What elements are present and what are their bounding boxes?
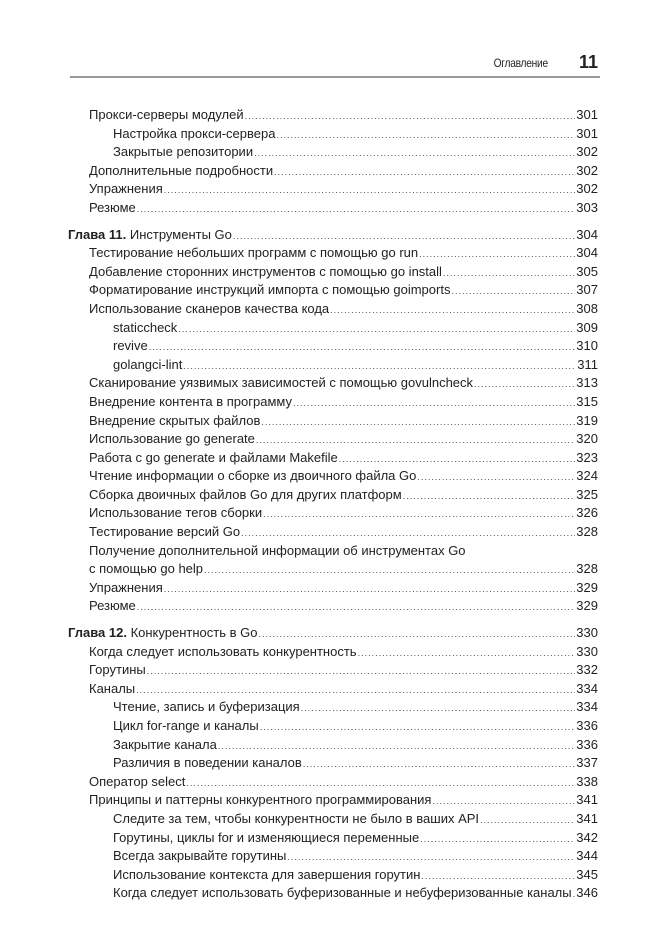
dot-leader bbox=[403, 487, 575, 506]
dot-leader bbox=[421, 867, 575, 886]
toc-page-number: 304 bbox=[576, 226, 598, 242]
toc-page-number: 337 bbox=[576, 755, 598, 771]
dot-leader bbox=[293, 394, 575, 413]
toc-entry[interactable] bbox=[68, 736, 598, 755]
toc-entry-text: Сборка двоичных файлов Go для других платформ bbox=[89, 486, 402, 502]
toc-entry[interactable] bbox=[68, 791, 598, 810]
toc-page-number: 303 bbox=[576, 199, 598, 215]
toc-page-number: 307 bbox=[576, 282, 598, 298]
toc-entry-text: Упражнения bbox=[89, 579, 163, 595]
dot-leader bbox=[417, 468, 575, 487]
toc-page-number: 301 bbox=[576, 107, 598, 122]
dot-leader bbox=[358, 644, 575, 663]
dot-leader bbox=[245, 107, 575, 126]
toc-page-number: 334 bbox=[576, 699, 598, 715]
toc-page-number: 302 bbox=[576, 144, 598, 160]
dot-leader bbox=[147, 662, 575, 681]
toc-entry-text: Когда следует использовать буферизованные и небуферизованные каналы bbox=[113, 885, 572, 901]
toc-entry-title bbox=[89, 281, 450, 300]
toc-entry-text: Закрытие канала bbox=[113, 736, 217, 752]
dot-leader bbox=[276, 126, 575, 145]
toc-entry-title bbox=[89, 180, 163, 199]
toc-entry[interactable] bbox=[68, 754, 598, 773]
toc-page-number: 341 bbox=[576, 810, 598, 826]
dot-leader bbox=[263, 505, 575, 524]
toc-entry-text: Закрытые репозитории bbox=[113, 144, 254, 160]
toc-entry-text: Внедрение контента в программу bbox=[89, 393, 292, 409]
toc-entry[interactable] bbox=[68, 661, 598, 680]
toc-entry-title bbox=[89, 542, 466, 561]
toc-entry-title bbox=[113, 319, 177, 338]
toc-entry-title bbox=[113, 810, 479, 829]
toc-entry[interactable] bbox=[68, 244, 598, 263]
toc-page-number: 346 bbox=[576, 885, 598, 901]
toc-entry-text: Чтение информации о сборке из двоичного файла Go bbox=[89, 468, 417, 484]
toc-entry-title bbox=[113, 125, 275, 144]
toc-page-number: 310 bbox=[576, 338, 598, 354]
toc-entry-title bbox=[89, 597, 136, 616]
toc-entry-text: Использование тегов сборки bbox=[89, 505, 263, 521]
toc-page-number: 344 bbox=[576, 848, 598, 864]
toc-entry[interactable] bbox=[68, 449, 598, 468]
toc-page-number: 302 bbox=[576, 162, 598, 178]
toc-entry-text: staticcheck bbox=[113, 319, 178, 335]
toc-entry-text: Дополнительные подробности bbox=[89, 162, 274, 178]
toc-chapter-entry[interactable] bbox=[68, 226, 598, 245]
toc-entry-title bbox=[89, 560, 203, 579]
toc-entry-text: Когда следует использовать конкурентность bbox=[89, 643, 357, 659]
toc-entry-text: Работа с go generate и файлами Makefile bbox=[89, 449, 338, 465]
dot-leader bbox=[241, 524, 575, 543]
toc-entry-title bbox=[89, 661, 146, 680]
toc-page-number: 323 bbox=[576, 449, 598, 465]
dot-leader bbox=[137, 598, 575, 617]
toc-entry[interactable] bbox=[68, 542, 598, 561]
running-header bbox=[80, 52, 598, 76]
toc-entry[interactable] bbox=[68, 560, 598, 579]
toc-entry[interactable] bbox=[68, 106, 598, 125]
chapter-label: Глава 11. bbox=[68, 226, 127, 242]
toc-entry-title bbox=[89, 643, 357, 662]
toc-entry-title bbox=[113, 847, 286, 866]
toc-entry[interactable] bbox=[68, 300, 598, 319]
toc-page-number: 308 bbox=[576, 300, 598, 316]
running-header-title: Оглавление bbox=[493, 56, 548, 70]
toc-entry-text: Инструменты Go bbox=[129, 226, 232, 242]
toc-entry-text: Упражнения bbox=[89, 181, 163, 197]
dot-leader bbox=[480, 811, 575, 830]
dot-leader bbox=[137, 200, 575, 219]
toc-entry-title bbox=[89, 393, 292, 412]
dot-leader bbox=[204, 561, 575, 580]
dot-leader bbox=[233, 227, 575, 246]
toc-entry-title bbox=[89, 579, 163, 598]
toc-page-number: 338 bbox=[576, 773, 598, 789]
toc-entry-text: Горутины bbox=[89, 662, 146, 678]
toc-page-number: 326 bbox=[576, 505, 598, 521]
dot-leader bbox=[164, 181, 575, 200]
toc-entry-text: Использование сканеров качества кода bbox=[89, 300, 330, 316]
toc-page-number: 324 bbox=[576, 468, 598, 484]
dot-leader bbox=[303, 755, 575, 774]
toc-page-number: 304 bbox=[576, 245, 598, 261]
dot-leader bbox=[178, 320, 575, 339]
toc-entry[interactable] bbox=[68, 412, 598, 431]
toc-entry[interactable] bbox=[68, 643, 598, 662]
toc-entry-text: Сканирование уязвимых зависимостей с помощью govulncheck bbox=[89, 375, 474, 391]
toc-entry-text: Форматирование инструкций импорта с помощью goimports bbox=[89, 282, 451, 298]
toc-entry-text: golangci-lint bbox=[113, 356, 183, 372]
toc-entry-title bbox=[89, 244, 418, 263]
toc-entry-text: revive bbox=[113, 338, 148, 354]
toc-entry-title bbox=[113, 337, 148, 356]
toc-entry[interactable] bbox=[68, 597, 598, 616]
toc-entry[interactable] bbox=[68, 486, 598, 505]
toc-entry[interactable] bbox=[68, 829, 598, 848]
dot-leader bbox=[149, 338, 575, 357]
toc-entry[interactable] bbox=[68, 467, 598, 486]
toc-entry-title bbox=[113, 356, 182, 375]
toc-entry-title bbox=[89, 199, 136, 218]
toc-entry-title bbox=[89, 773, 185, 792]
toc-page-number: 345 bbox=[576, 866, 598, 882]
toc-entry-text: Добавление сторонних инструментов с помощью go install bbox=[89, 263, 442, 279]
toc-entry-text: Тестирование небольших программ с помощью go run bbox=[89, 245, 419, 261]
dot-leader bbox=[301, 699, 575, 718]
toc-entry-title bbox=[113, 829, 419, 848]
chapter-label: Глава 12. bbox=[68, 625, 127, 641]
toc-entry-title bbox=[113, 736, 217, 755]
toc-page-number: 313 bbox=[576, 375, 598, 391]
toc-entry[interactable] bbox=[68, 523, 598, 542]
dot-leader bbox=[218, 737, 575, 756]
toc-page-number: 329 bbox=[576, 598, 598, 614]
toc-entry[interactable] bbox=[68, 393, 598, 412]
toc-entry[interactable] bbox=[68, 579, 598, 598]
toc-entry-title bbox=[89, 430, 255, 449]
toc-entry-title bbox=[89, 791, 431, 810]
toc-entry-title bbox=[89, 486, 402, 505]
toc-chapter-entry[interactable] bbox=[68, 624, 598, 643]
header-rule bbox=[70, 76, 600, 78]
dot-leader bbox=[260, 718, 575, 737]
toc-entry-text: Резюме bbox=[89, 598, 136, 614]
toc-entry-title bbox=[89, 162, 273, 181]
toc-entry-title bbox=[113, 698, 300, 717]
toc-entry-title bbox=[113, 143, 253, 162]
toc-entry-text: Внедрение скрытых файлов bbox=[89, 412, 261, 428]
toc-page-number: 305 bbox=[576, 263, 598, 279]
toc-entry-title bbox=[113, 884, 572, 903]
toc-entry-text: Следите за тем, чтобы конкурентности не было в ваших API bbox=[113, 810, 480, 826]
toc-entry[interactable] bbox=[68, 337, 598, 356]
dot-leader bbox=[254, 144, 575, 163]
dot-leader bbox=[256, 431, 575, 450]
dot-leader bbox=[136, 681, 575, 700]
toc-entry[interactable] bbox=[68, 356, 598, 375]
toc-entry[interactable] bbox=[68, 374, 598, 393]
toc-entry-text: Использование go generate bbox=[89, 431, 255, 447]
toc-entry-text: Различия в поведении каналов bbox=[113, 755, 302, 771]
toc-page-number: 325 bbox=[576, 486, 598, 502]
toc-entry[interactable] bbox=[68, 263, 598, 282]
toc-entry[interactable] bbox=[68, 430, 598, 449]
toc-entry[interactable] bbox=[68, 162, 598, 181]
toc-entry-title bbox=[89, 106, 244, 125]
toc-page-number: 319 bbox=[576, 412, 598, 428]
toc-entry[interactable] bbox=[68, 143, 598, 162]
toc-page-number: 329 bbox=[576, 579, 598, 595]
toc-entry-text: Использование контекста для завершения горутин bbox=[113, 866, 421, 882]
toc-entry[interactable] bbox=[68, 810, 598, 829]
toc-entry[interactable] bbox=[68, 847, 598, 866]
toc-entry-text: Тестирование версий Go bbox=[89, 524, 241, 540]
toc-page-number: 328 bbox=[576, 561, 598, 577]
page-number: 11 bbox=[578, 52, 598, 72]
toc-entry-title bbox=[89, 300, 329, 319]
toc-entry-text: Принципы и паттерны конкурентного программирования bbox=[89, 792, 432, 808]
toc-entry-title bbox=[89, 504, 262, 523]
toc-entry[interactable] bbox=[68, 281, 598, 300]
toc-entry-title bbox=[113, 717, 259, 736]
toc-page-number: 334 bbox=[576, 680, 598, 696]
toc-page-number: 328 bbox=[576, 524, 598, 540]
toc-entry-text: Получение дополнительной информации об инструментах Go bbox=[89, 542, 466, 558]
toc-entry[interactable] bbox=[68, 698, 598, 717]
toc-page-number: 320 bbox=[576, 431, 598, 447]
dot-leader bbox=[573, 885, 575, 904]
toc-entry-text: Каналы bbox=[89, 680, 136, 696]
dot-leader bbox=[258, 625, 575, 644]
dot-leader bbox=[474, 375, 575, 394]
dot-leader bbox=[330, 301, 575, 320]
dot-leader bbox=[420, 830, 575, 849]
dot-leader bbox=[186, 774, 575, 793]
dot-leader bbox=[261, 413, 575, 432]
dot-leader bbox=[183, 357, 575, 376]
dot-leader bbox=[451, 282, 575, 301]
toc-page-number: 336 bbox=[576, 736, 598, 752]
toc-page-number: 302 bbox=[576, 181, 598, 197]
toc-entry-text: с помощью go help bbox=[89, 561, 204, 577]
toc-entry[interactable] bbox=[68, 504, 598, 523]
toc-entry[interactable] bbox=[68, 125, 598, 144]
toc-page-number: 341 bbox=[576, 792, 598, 808]
toc-entry[interactable] bbox=[68, 773, 598, 792]
toc-entry[interactable] bbox=[68, 884, 598, 903]
toc-entry-text: Горутины, циклы for и изменяющиеся переменные bbox=[113, 829, 420, 845]
toc-entry-title bbox=[113, 866, 420, 885]
toc-entry-text: Оператор select bbox=[89, 773, 186, 789]
toc-entry-title bbox=[89, 523, 240, 542]
toc-page-number: 330 bbox=[576, 643, 598, 659]
table-of-contents bbox=[68, 106, 598, 903]
toc-entry-title bbox=[89, 467, 416, 486]
toc-entry-title bbox=[113, 754, 302, 773]
toc-entry-title bbox=[89, 374, 473, 393]
dot-leader bbox=[274, 163, 575, 182]
toc-entry-title bbox=[89, 263, 442, 282]
toc-page-number: 309 bbox=[576, 319, 598, 335]
toc-entry-title bbox=[89, 449, 338, 468]
toc-entry[interactable] bbox=[68, 319, 598, 338]
toc-entry[interactable] bbox=[68, 199, 598, 218]
toc-entry[interactable] bbox=[68, 680, 598, 699]
toc-entry-text: Конкурентность в Go bbox=[130, 625, 258, 641]
toc-page-number: 301 bbox=[576, 125, 598, 141]
toc-entry-text: Настройка прокси-сервера bbox=[113, 125, 276, 141]
toc-entry-text: Всегда закрывайте горутины bbox=[113, 848, 287, 864]
toc-entry-title bbox=[89, 412, 260, 431]
toc-page-number: 330 bbox=[576, 625, 598, 641]
toc-entry-text: Чтение, запись и буферизация bbox=[113, 699, 300, 715]
toc-page-number: 311 bbox=[577, 356, 598, 372]
toc-entry-text: Прокси-серверы модулей bbox=[89, 107, 244, 122]
dot-leader bbox=[443, 264, 575, 283]
toc-entry-text: Цикл for-range и каналы bbox=[113, 718, 259, 733]
dot-leader bbox=[432, 792, 575, 811]
toc-entry-title bbox=[68, 226, 232, 245]
toc-entry-text: Резюме bbox=[89, 199, 136, 215]
toc-page-number: 332 bbox=[576, 662, 598, 678]
toc-page-number: 336 bbox=[576, 718, 598, 733]
dot-leader bbox=[164, 580, 575, 599]
toc-entry[interactable] bbox=[68, 717, 598, 736]
toc-entry-title bbox=[89, 680, 135, 699]
toc-entry[interactable] bbox=[68, 866, 598, 885]
dot-leader bbox=[287, 848, 575, 867]
toc-page-number: 315 bbox=[576, 393, 598, 409]
dot-leader bbox=[419, 245, 575, 264]
toc-entry-title bbox=[68, 624, 257, 643]
toc-entry[interactable] bbox=[68, 180, 598, 199]
dot-leader bbox=[339, 450, 575, 469]
toc-page-number: 342 bbox=[576, 829, 598, 845]
